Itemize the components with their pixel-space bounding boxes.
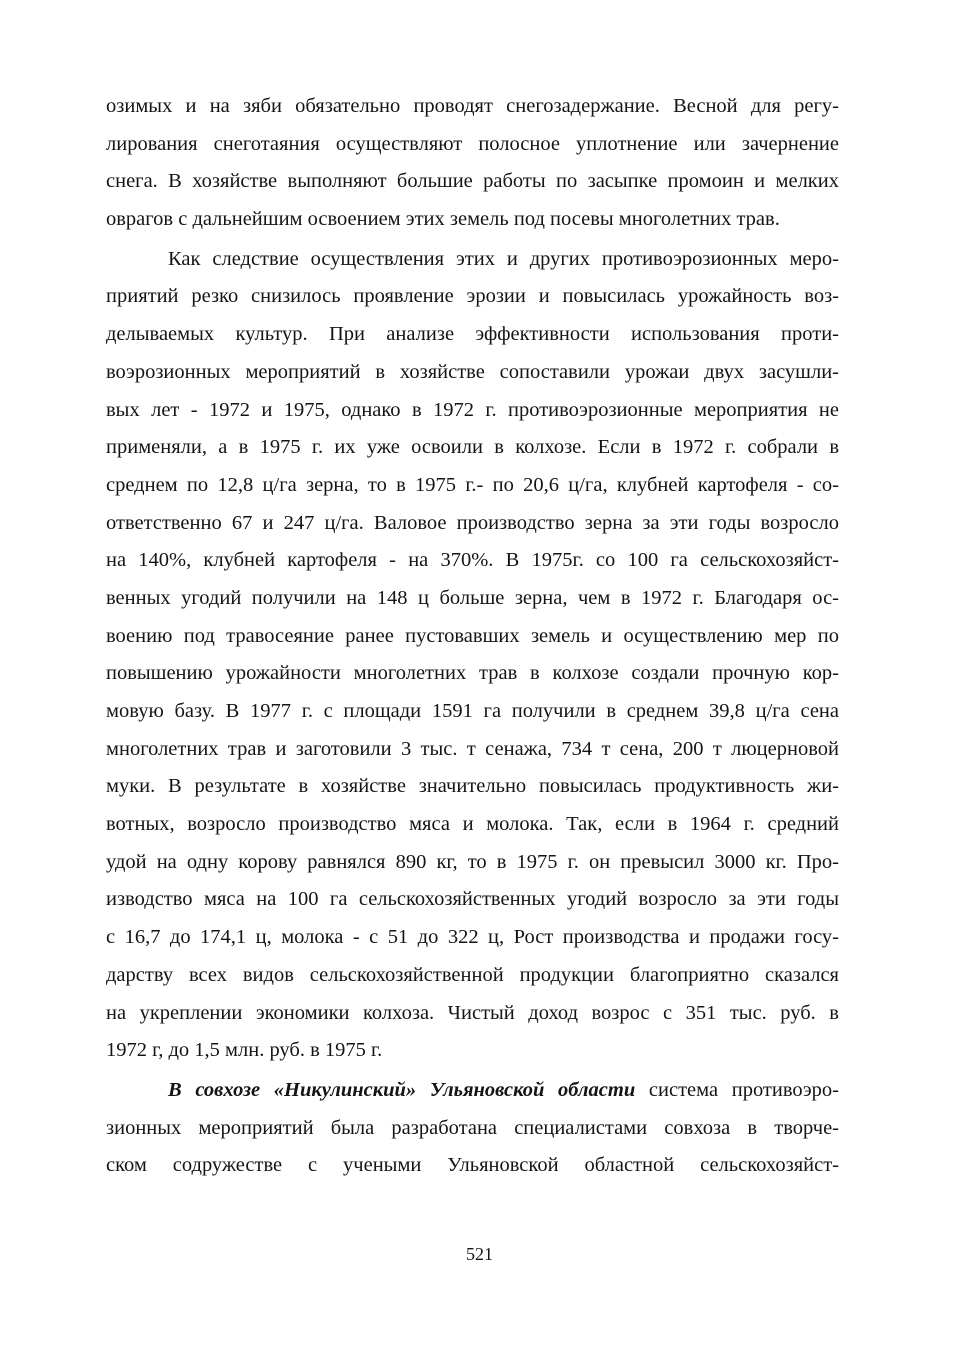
text-line: с 16,7 до 174,1 ц, молока - с 51 до 322 ц, Рост производства и продажи госу- [106,926,839,949]
text-line: вых лет - 1972 и 1975, однако в 1972 г. противоэрозионные мероприятия не [106,398,839,421]
text-line: мовую базу. В 1977 г. с площади 1591 га получили в среднем 39,8 ц/га сена [106,700,839,722]
text-line: изводство мяса на 100 га сельскохозяйственных угодий возросло за эти годы [106,888,839,911]
text-line: среднем по 12,8 ц/га зерна, то в 1975 г.- по 20,6 ц/га, клубней картофеля - со- [106,473,839,496]
text-line: 1972 г, до 1,5 млн. руб. в 1975 г. [106,1039,383,1062]
farm-heading: В совхозе «Никулинский» Ульяновской области [168,1078,636,1101]
text-line: муки. В результате в хозяйстве значительно повысилась продуктивность жи- [106,775,839,798]
text-line: на 140%, клубней картофеля - на 370%. В 1975г. со 100 га сельскохозяйст- [106,549,839,572]
text-line: оврагов с дальнейшим освоением этих земель под посевы многолетних трав. [106,208,780,231]
text-line: снега. В хозяйстве выполняют большие работы по засыпке промоин и мелких [106,170,839,193]
paragraph-1 [106,88,839,239]
text-line: многолетних трав и заготовили 3 тыс. т сенажа, 734 т сена, 200 т люцерновой [106,737,839,760]
text-line: Как следствие осуществления этих и других противоэрозионных меро- [168,247,839,270]
text-line: венных угодий получили на 148 ц больше зерна, чем в 1972 г. Благодаря ос- [106,586,839,609]
text-line: ответственно 67 и 247 ц/га. Валовое производство зерна за эти годы возросло [106,511,839,534]
text-line: повышению урожайности многолетних трав в колхозе создали прочную кор- [106,662,839,685]
text-line: лирования снеготаяния осуществляют полосное уплотнение или зачернение [106,132,839,155]
text-line: удой на одну корову равнялся 890 кг, то в 1975 г. он превысил 3000 кг. Про- [106,850,839,873]
text-line: зионных мероприятий была разработана специалистами совхоза в творче- [106,1116,839,1139]
text-line: озимых и на зяби обязательно проводят снегозадержание. Весной для регу- [106,95,839,117]
page-number: 521 [466,1244,493,1264]
heading-line-rest: система противоэро- [648,1078,840,1101]
text-line: приятий резко снизилось проявление эрозии и повысилась урожайность воз- [106,285,839,308]
text-line: воению под травосеяние ранее пустовавших земель и осуществлению мер по [106,624,839,647]
text-line: ском содружестве с учеными Ульяновской областной сельскохозяйст- [106,1154,839,1177]
text-line: применяли, а в 1975 г. их уже освоили в колхозе. Если в 1972 г. собрали в [106,436,839,459]
paragraph-2 [106,241,839,1070]
paragraph-3 [106,1072,839,1185]
text-line: воэрозионных мероприятий в хозяйстве сопоставили урожаи двух засушли- [106,360,839,383]
text-line [106,1072,839,1110]
text-line: на укреплении экономики колхоза. Чистый доход возрос с 351 тыс. руб. в [106,1001,839,1024]
body-text [106,88,839,1185]
text-line: вотных, возросло производство мяса и молока. Так, если в 1964 г. средний [106,813,839,836]
text-line: дарству всех видов сельскохозяйственной продукции благоприятно сказался [106,963,839,986]
text-line: делываемых культур. При анализе эффективности использования проти- [106,323,839,346]
